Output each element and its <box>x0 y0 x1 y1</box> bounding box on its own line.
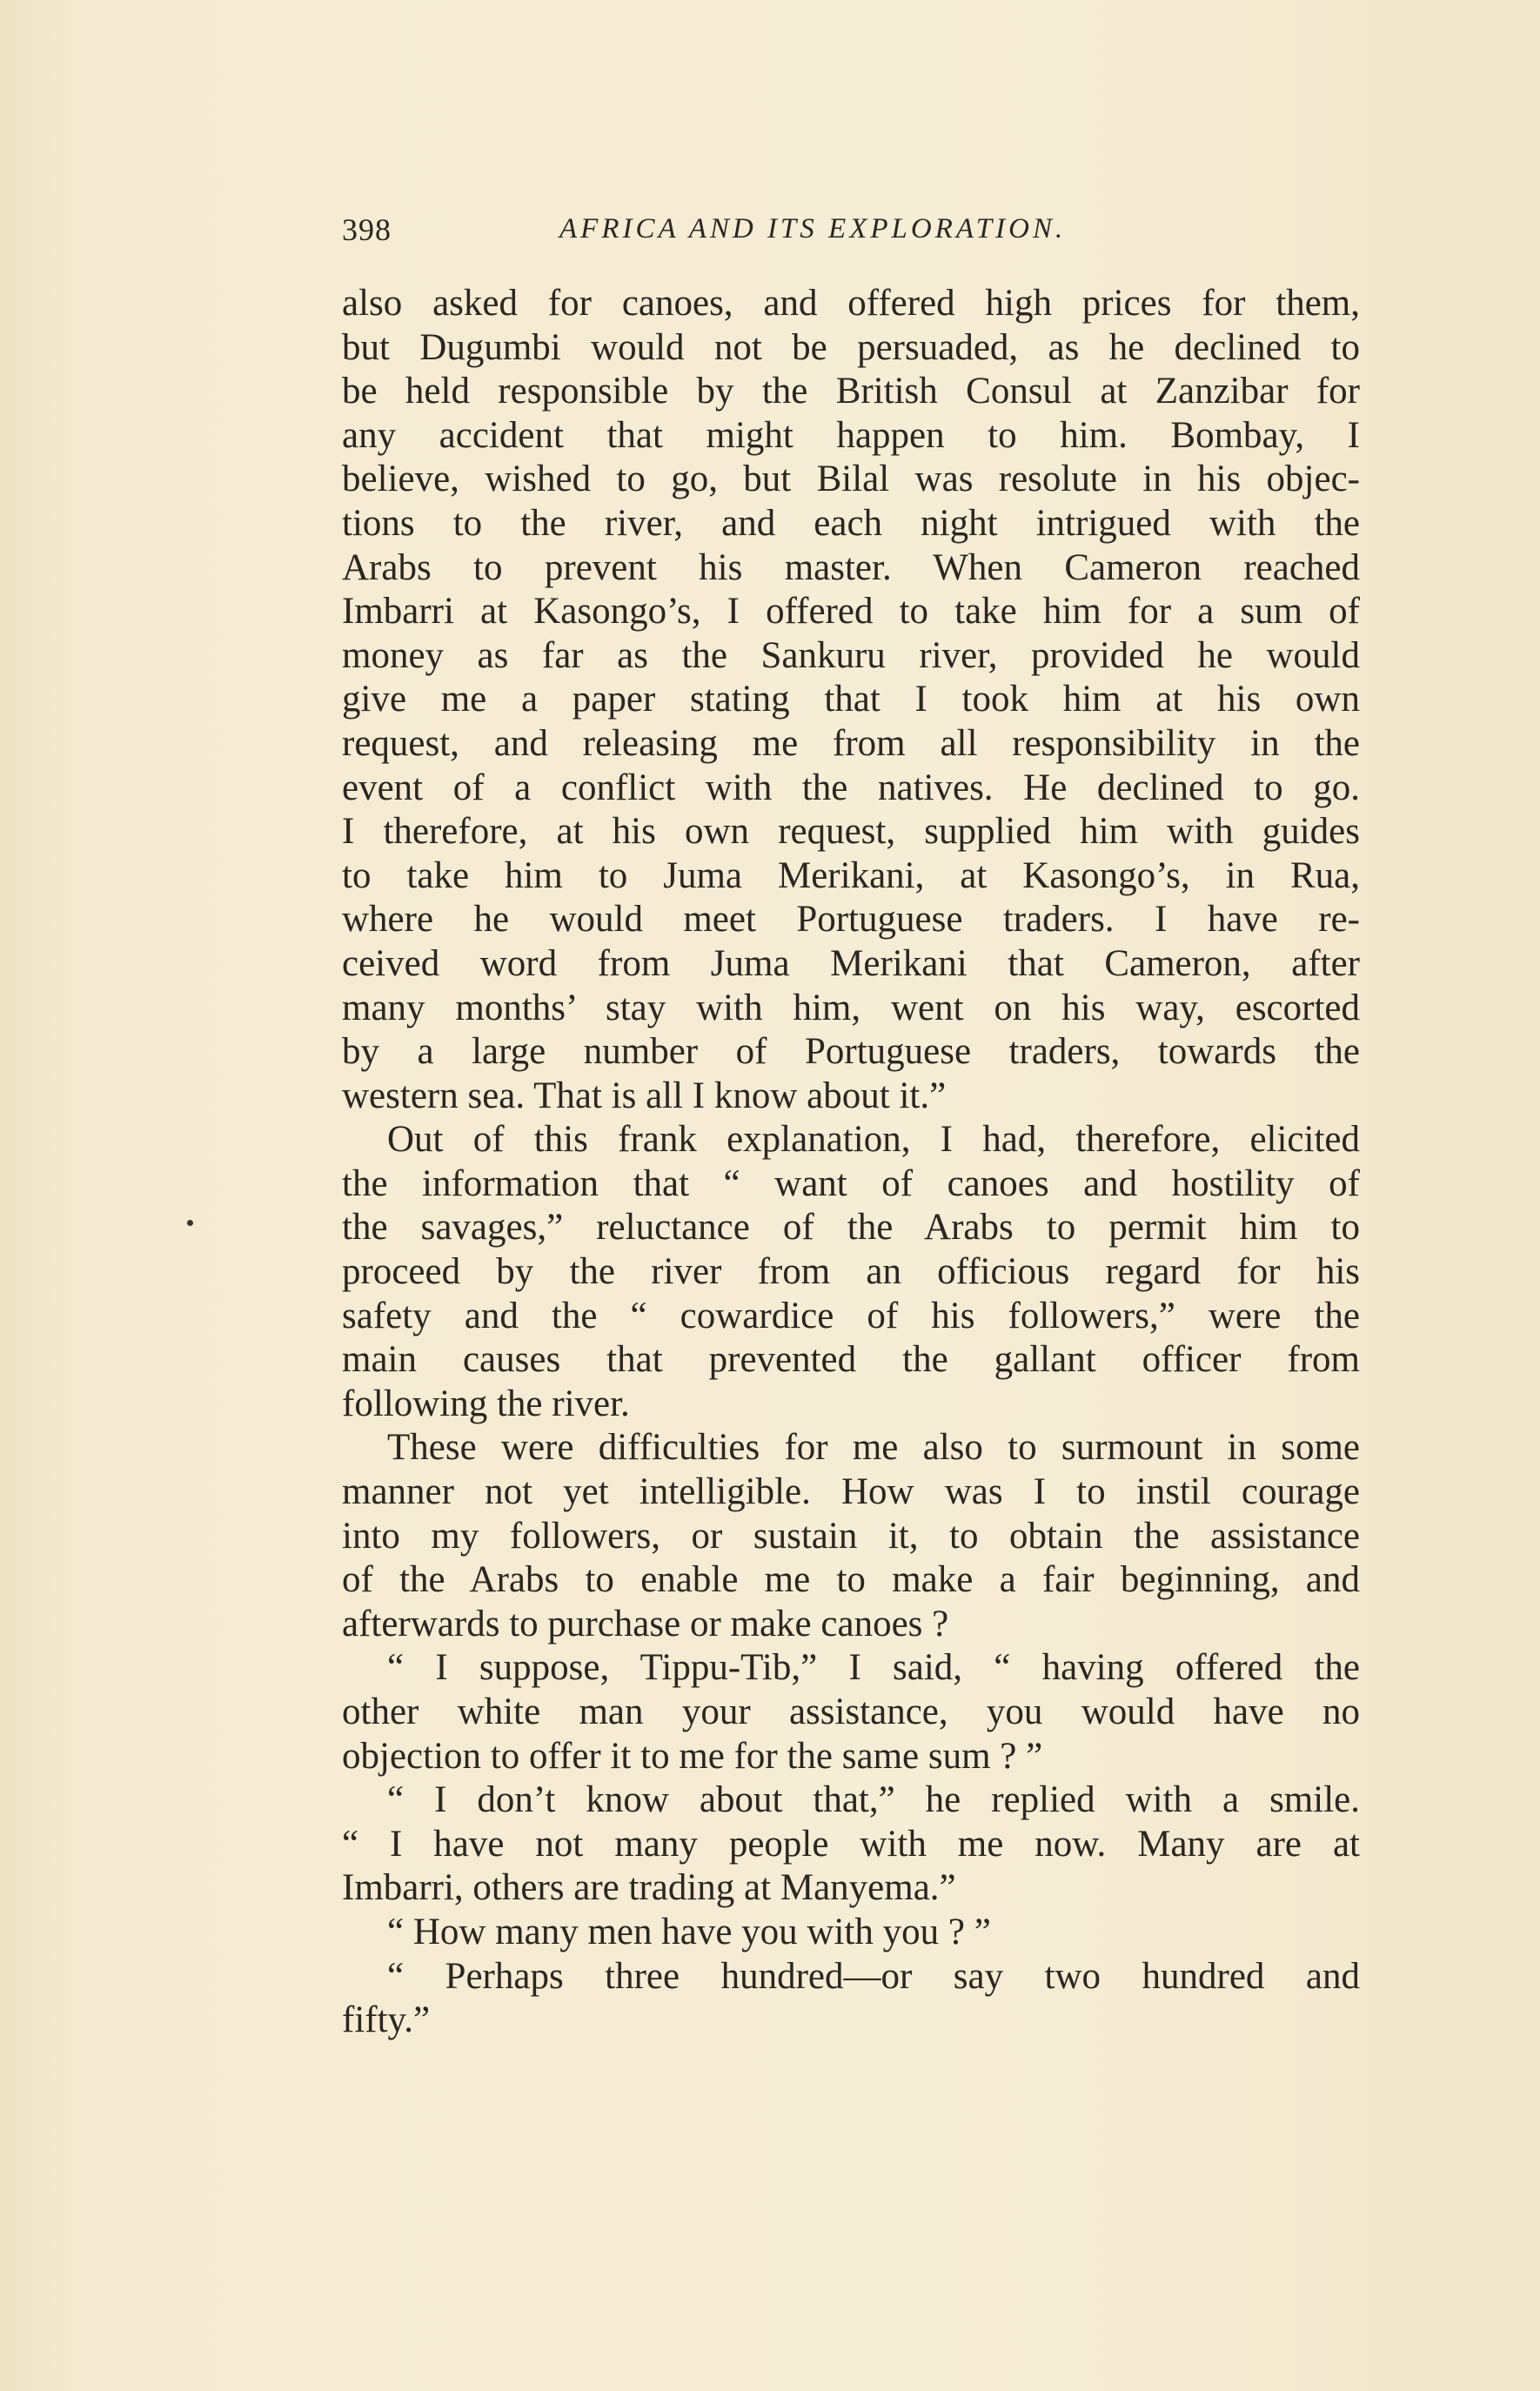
body-text <box>342 282 1360 2043</box>
page-number: 398 <box>342 212 392 247</box>
text-line: event of a conflict with the natives. He declined to go. <box>342 767 1360 808</box>
text-line: fifty.” <box>342 1999 431 2041</box>
running-head: AFRICA AND ITS EXPLORATION. <box>559 213 1067 244</box>
text-line: “ Perhaps three hundred—or say two hundred and <box>387 1955 1360 1997</box>
text-line: Out of this frank explanation, I had, therefore, elicited <box>387 1119 1360 1161</box>
text-line: many months’ stay with him, went on his way, escorted <box>342 987 1360 1028</box>
ink-speck <box>187 1220 193 1226</box>
text-line: “ I suppose, Tippu-Tib,” I said, “ having offered the <box>387 1647 1360 1689</box>
page-header <box>342 211 1360 255</box>
text-line: where he would meet Portuguese traders. I have re- <box>342 899 1360 941</box>
text-line: to take him to Juma Merikani, at Kasongo’s, in Rua, <box>342 854 1360 896</box>
text-line: main causes that prevented the gallant officer from <box>342 1339 1360 1381</box>
text-line: ceived word from Juma Merikani that Cameron, after <box>342 942 1360 984</box>
text-line: safety and the “ cowardice of his followers,” were the <box>342 1295 1360 1336</box>
text-line: give me a paper stating that I took him at his own <box>342 679 1360 720</box>
text-line: by a large number of Portuguese traders, towards the <box>342 1031 1360 1073</box>
text-line: objection to offer it to me for the same sum ? ” <box>342 1735 1043 1777</box>
text-line: money as far as the Sankuru river, provided he would <box>342 634 1360 676</box>
text-line: other white man your assistance, you would have no <box>342 1691 1360 1732</box>
text-line: proceed by the river from an officious regard for his <box>342 1251 1360 1293</box>
text-line: the information that “ want of canoes and hostility of <box>342 1162 1360 1204</box>
text-line: afterwards to purchase or make canoes ? <box>342 1603 949 1644</box>
text-line: Imbarri at Kasongo’s, I offered to take him for a sum of <box>342 591 1360 633</box>
text-line: into my followers, or sustain it, to obtain the assistance <box>342 1515 1360 1557</box>
text-line: also asked for canoes, and offered high prices for them, <box>342 283 1360 324</box>
text-line: but Dugumbi would not be persuaded, as he declined to <box>342 326 1360 368</box>
text-line: manner not yet intelligible. How was I to instil courage <box>342 1471 1360 1513</box>
text-line: tions to the river, and each night intrigued with the <box>342 502 1360 544</box>
text-line: Arabs to prevent his master. When Cameron reached <box>342 546 1360 588</box>
text-line: “ I have not many people with me now. Many are at <box>342 1823 1360 1865</box>
text-line: Imbarri, others are trading at Manyema.” <box>342 1867 956 1909</box>
text-line: I therefore, at his own request, supplied him with guides <box>342 811 1360 853</box>
text-line: following the river. <box>342 1383 630 1424</box>
text-line: “ How many men have you with you ? ” <box>387 1911 991 1952</box>
text-line: of the Arabs to enable me to make a fair beginning, and <box>342 1559 1360 1601</box>
text-line: any accident that might happen to him. Bombay, I <box>342 414 1360 456</box>
text-line: request, and releasing me from all responsibility in the <box>342 722 1360 764</box>
text-line: western sea. That is all I know about it.” <box>342 1075 947 1116</box>
text-line: be held responsible by the British Consul at Zanzibar for <box>342 371 1360 412</box>
text-line: These were difficulties for me also to surmount in some <box>387 1427 1360 1469</box>
text-line: “ I don’t know about that,” he replied with a smile. <box>387 1779 1360 1821</box>
text-line: the savages,” reluctance of the Arabs to permit him to <box>342 1207 1360 1249</box>
text-line: believe, wished to go, but Bilal was resolute in his objec- <box>342 459 1360 500</box>
